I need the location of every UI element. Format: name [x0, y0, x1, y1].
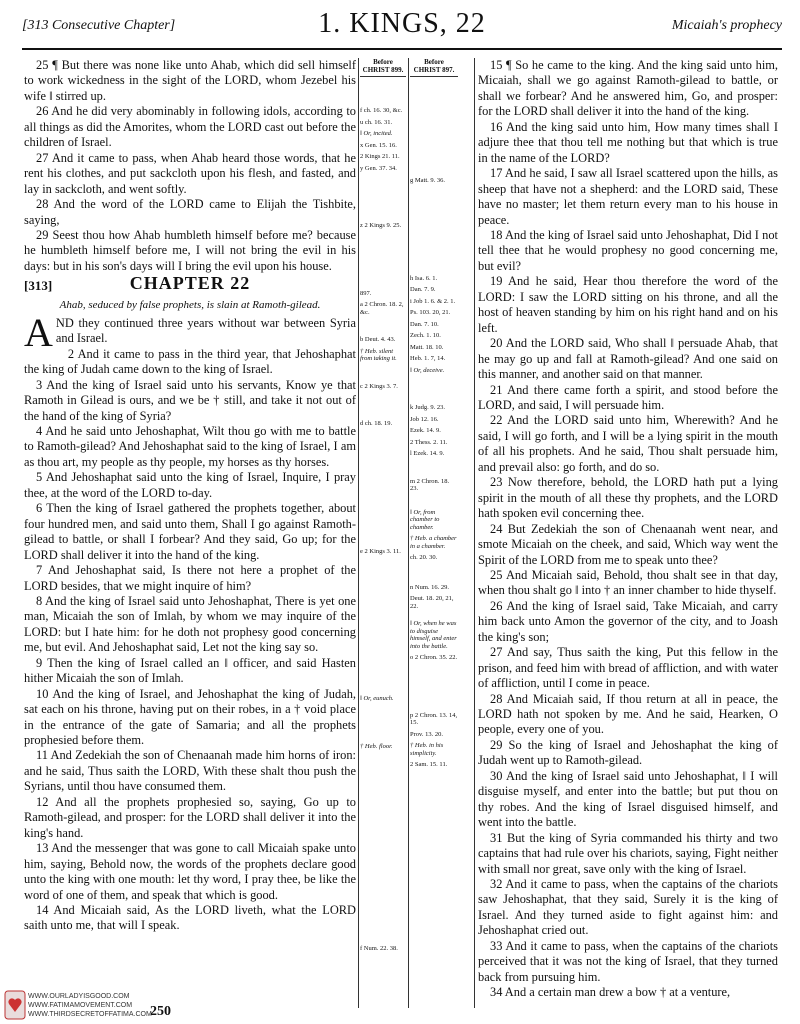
footer-urls: [28, 992, 152, 1019]
margin-note: † Heb. a chamber in a chamber.: [410, 535, 457, 550]
margin-note: i Job 1. 6. & 2. 1.: [410, 297, 456, 305]
margin-note: k Judg. 9. 23.: [410, 404, 446, 411]
verse: 28 And Micaiah said, If thou return at all in peace, the LORD hath not spoken by me. And he said, Hearken, O people, every one of you.: [478, 691, 778, 737]
margin-date-heading: Before CHRIST 897.: [410, 58, 458, 77]
margin-note: f ch. 16. 30, &c.: [360, 107, 403, 114]
margin-note: ch. 20. 30.: [410, 554, 438, 561]
margin-note: Ps. 103. 20, 21.: [410, 309, 451, 316]
margin-note: g Matt. 9. 36.: [410, 177, 446, 184]
margin-note: ‖ Or, eunuch.: [360, 695, 394, 702]
margin-note: 2 Kings 21. 11.: [360, 153, 400, 160]
book-chapter-title: 1. KINGS, 22: [318, 8, 486, 39]
verse: 29 Seest thou how Ahab humbleth himself before me? because he humbleth himself before me, I will not bring the evil in his days: but in his son's days will I bring the evil upon his house.: [24, 227, 356, 273]
verse: 17 And he said, I saw all Israel scattered upon the hills, as sheep that have not a shepherd: and the LORD said, These have no master; let them return every man to his house in peace.: [478, 166, 778, 227]
margin-note: u ch. 16. 31.: [360, 118, 393, 126]
margin-note: Matt. 18. 10.: [410, 343, 444, 351]
verse: 22 And the LORD said unto him, Wherewith? And he said, I will go forth, and I will be a lying spirit in the mouth of all his prophets. And he said, Thou shalt persuade him, and prevail also: go forth, and do so.: [478, 413, 778, 474]
verse: 24 But Zedekiah the son of Chenaanah went near, and smote Micaiah on the cheek, and said, Which way went the Spirit of the LORD from me to speak unto thee?: [478, 521, 778, 567]
margin-note: Dan. 7. 9.: [410, 286, 436, 293]
left-text-column: [24, 58, 356, 934]
verse: 14 And Micaiah said, As the LORD liveth, what the LORD saith unto me, that will I speak.: [24, 903, 356, 933]
margin-date-heading: Before CHRIST 899.: [360, 58, 406, 77]
margin-note: ‖ Or, incited.: [360, 130, 393, 137]
margin-note: Zech. 1. 10.: [410, 332, 441, 339]
right-text-column: [478, 58, 778, 1001]
margin-note: 2 Sam. 15. 11.: [410, 761, 448, 768]
verse: 28 And the word of the LORD came to Elijah the Tishbite, saying,: [24, 197, 356, 227]
verse: 26 And the king of Israel said, Take Micaiah, and carry him back unto Amon the governor of the city, and to Joash the king's son;: [478, 598, 778, 644]
verse: 23 Now therefore, behold, the LORD hath put a lying spirit in the mouth of all these thy prophets, and the LORD hath spoken evil concerning thee.: [478, 475, 778, 521]
verse: 16 And the king said unto him, How many times shall I adjure thee that thou tell me nothing but that which is true in the name of the LORD?: [478, 119, 778, 165]
margin-note: ‖ Or, from chamber to chamber.: [410, 508, 440, 531]
verse: [24, 309, 356, 355]
margin-note: x Gen. 15. 16.: [360, 141, 397, 149]
consecutive-chapter-number: [313]: [24, 278, 53, 294]
verse-text: ND they continued three years without war between Syria and Israel.: [55, 315, 356, 346]
verse: 19 And he said, Hear thou therefore the word of the LORD: I saw the LORD sitting on his throne, and all the host of heaven standing by him on his right hand and on his left.: [478, 274, 778, 335]
verse: 21 And there came forth a spirit, and stood before the LORD, and said, I will persuade him.: [478, 382, 778, 412]
verse: 7 And Jehoshaphat said, Is there not here a prophet of the LORD besides, that we might inquire of him?: [24, 563, 356, 593]
verse: 34 And a certain man drew a bow † at a venture,: [490, 985, 731, 1000]
header-rule: [22, 48, 782, 50]
margin-note: p 2 Chron. 13. 14, 15.: [410, 711, 458, 726]
margin-note: b Deut. 4. 43.: [360, 336, 396, 343]
verse: 4 And he said unto Jehoshaphat, Wilt thou go with me to battle to Ramoth-gilead? And Jehoshaphat said to the king of Israel, I am as thou art, my people as thy people, my horses as thy horses.: [24, 423, 356, 469]
margin-note: † Heb. floor.: [360, 742, 393, 750]
margin-note: Ezek. 14. 9.: [410, 427, 441, 434]
margin-note: ‖ Or, when he was to disguise himself, and enter into the battle.: [410, 620, 457, 650]
margin-note: d ch. 18. 19.: [360, 420, 393, 427]
margin-note: 897.: [360, 289, 372, 297]
verse: 10 And the king of Israel, and Jehoshaphat the king of Judah, sat each on his throne, having put on their robes, in a † void place in the entrance of the gate of Samaria; and all the prophets prophesied before them.: [24, 686, 356, 748]
drop-cap: A: [24, 309, 53, 355]
column-divider: [474, 58, 475, 1008]
verse: 13 And the messenger that was gone to call Micaiah spake unto him, saying, Behold now, the words of the prophets declare good unto the king with one mouth: let thy word, I pray thee, be like the word of one of them, and speak that which is good.: [24, 841, 356, 902]
column-divider: [358, 58, 359, 1008]
verse: 3 And the king of Israel said unto his servants, Know ye that Ramoth in Gilead is ours, and we be † still, and take it not out of the hand of the king of Syria?: [24, 377, 356, 423]
verse: 15 ¶ So he came to the king. And the king said unto him, Micaiah, shall we go against Ramoth-gilead to battle, or shall we forbear? And he answered him, Go, and prosper: for the LORD shall deliver it into the hand of the king.: [478, 58, 778, 119]
verse: 26 And he did very abominably in following idols, according to all things as did the Amorites, whom the LORD cast out before the children of Israel.: [24, 104, 356, 150]
page-number: 250: [150, 1004, 171, 1019]
margin-note: f Num. 22. 38.: [360, 945, 398, 952]
chapter-summary: Ahab, seduced by false prophets, is slain at Ramoth-gilead.: [59, 299, 321, 312]
verse: 12 And all the prophets prophesied so, saying, Go up to Ramoth-gilead, and prosper: for the LORD shall deliver it into the king's hand.: [24, 794, 356, 840]
margin-note: 2 Thess. 2. 11.: [410, 438, 448, 446]
heart-logo-icon: [4, 990, 26, 1020]
page-header: [22, 6, 782, 46]
margin-note: z 2 Kings 9. 25.: [360, 222, 402, 229]
verse: 33 And it came to pass, when the captains of the chariots perceived that it was not the king of Israel, that they turned back from pursuing him.: [478, 938, 778, 984]
margin-note: n Num. 16. 29.: [410, 583, 449, 591]
margin-note: Deut. 18. 20, 21, 22.: [410, 595, 454, 610]
footer-link[interactable]: WWW.OURLADYISGOOD.COM: [28, 993, 130, 1000]
verse: 27 And say, Thus saith the king, Put this fellow in the prison, and feed him with bread of affliction, and with water of affliction, until I come in peace.: [478, 645, 778, 691]
verse: 11 And Zedekiah the son of Chenaanah made him horns of iron: and he said, Thus saith the LORD, With these shalt thou push the Syrians, until thou have consumed them.: [24, 748, 356, 794]
margin-note: o 2 Chron. 35. 22.: [410, 654, 458, 661]
column-divider: [408, 58, 409, 1008]
verse: 31 But the king of Syria commanded his thirty and two captains that had rule over his chariots, saying, Fight neither with small nor great, save only with the king of Israel.: [478, 830, 778, 876]
verse: 27 And it came to pass, when Ahab heard those words, that he rent his clothes, and put sackcloth upon his flesh, and fasted, and lay in sackcloth, and went softly.: [24, 150, 356, 196]
verse: 8 And the king of Israel said unto Jehoshaphat, There is yet one man, Micaiah the son of Imlah, by whom we may inquire of the LORD: but I hate him: for he doth not prophesy good concerning me, but evil. And Jehoshaphat said, Let not the king say so.: [24, 593, 356, 655]
margin-note: a 2 Chron. 18. 2, &c.: [360, 301, 404, 316]
verse: 9 Then the king of Israel called an ‖ officer, and said Hasten hither Micaiah the son of Imlah.: [24, 655, 356, 686]
margin-note: Job 12. 16.: [410, 415, 439, 423]
consecutive-chapter-label: [313 Consecutive Chapter]: [22, 18, 176, 33]
margin-note: l Ezek. 14. 9.: [410, 450, 445, 457]
verse: 2 And it came to pass in the third year, that Jehoshaphat the king of Judah came down to the king of Israel.: [24, 346, 356, 377]
verse: 29 So the king of Israel and Jehoshaphat the king of Judah went up to Ramoth-gilead.: [478, 737, 778, 768]
verse: 32 And it came to pass, when the captains of the chariots saw Jehoshaphat, that they said, Surely it is the king of Israel. And they turned aside to fight against him: and Jehoshaphat cried out.: [478, 877, 778, 938]
footer-link[interactable]: WWW.FATIMAMOVEMENT.COM: [28, 1002, 133, 1009]
margin-note: y Gen. 37. 34.: [360, 164, 397, 172]
margin-note: Dan. 7. 10.: [410, 320, 439, 328]
margin-note: † Heb. in his simplicity.: [410, 742, 444, 757]
margin-note: ‖ Or, deceive.: [410, 366, 445, 374]
margin-note: Heb. 1. 7, 14.: [410, 355, 446, 362]
verse: 20 And the LORD said, Who shall ‖ persuade Ahab, that he may go up and fall at Ramoth-gilead? And one said on this manner, and another said on that manner.: [478, 336, 778, 382]
footer-link[interactable]: WWW.THIRDSECRETOFFATIMA.COM: [28, 1011, 152, 1018]
margin-note: e 2 Kings 3. 11.: [360, 547, 401, 555]
margin-note: h Isa. 6. 1.: [410, 274, 438, 282]
verse: 6 Then the king of Israel gathered the prophets together, about four hundred men, and said unto them, Shall I go against Ramoth-gilead to battle, or shall I forbear? And they said, Go up; for the LORD shall deliver it into the hand of the king.: [24, 501, 356, 562]
verse: 5 And Jehoshaphat said unto the king of Israel, Inquire, I pray thee, at the word of the LORD to-day.: [24, 470, 356, 500]
verse: 25 And Micaiah said, Behold, thou shalt see in that day, when thou shalt go ‖ into † an inner chamber to hide thyself.: [478, 567, 778, 598]
left-margin-notes: [360, 58, 406, 957]
chapter-heading: [24, 273, 356, 298]
verse: 18 And the king of Israel said unto Jehoshaphat, Did I not tell thee that he would prophesy no good concerning me, but evil?: [478, 227, 778, 273]
margin-note: † Heb. silent from taking it.: [360, 347, 397, 362]
margin-note: c 2 Kings 3. 7.: [360, 382, 398, 390]
margin-note: Prov. 13. 20.: [410, 730, 443, 738]
verse: 25 ¶ But there was none like unto Ahab, which did sell himself to work wickedness in the sight of the LORD, whom Jezebel his wife ‖ stirred up.: [24, 58, 356, 103]
right-margin-notes: [410, 58, 458, 773]
verse: 30 And the king of Israel said unto Jehoshaphat, ‖ I will disguise myself, and enter into the battle; but put thou on thy robes. And the king of Israel disguised himself, and went into the battle.: [478, 768, 778, 830]
margin-note: m 2 Chron. 18. 23.: [410, 477, 450, 492]
chapter-title: CHAPTER 22: [129, 273, 251, 294]
section-topic-label: Micaiah's prophecy: [671, 18, 782, 33]
